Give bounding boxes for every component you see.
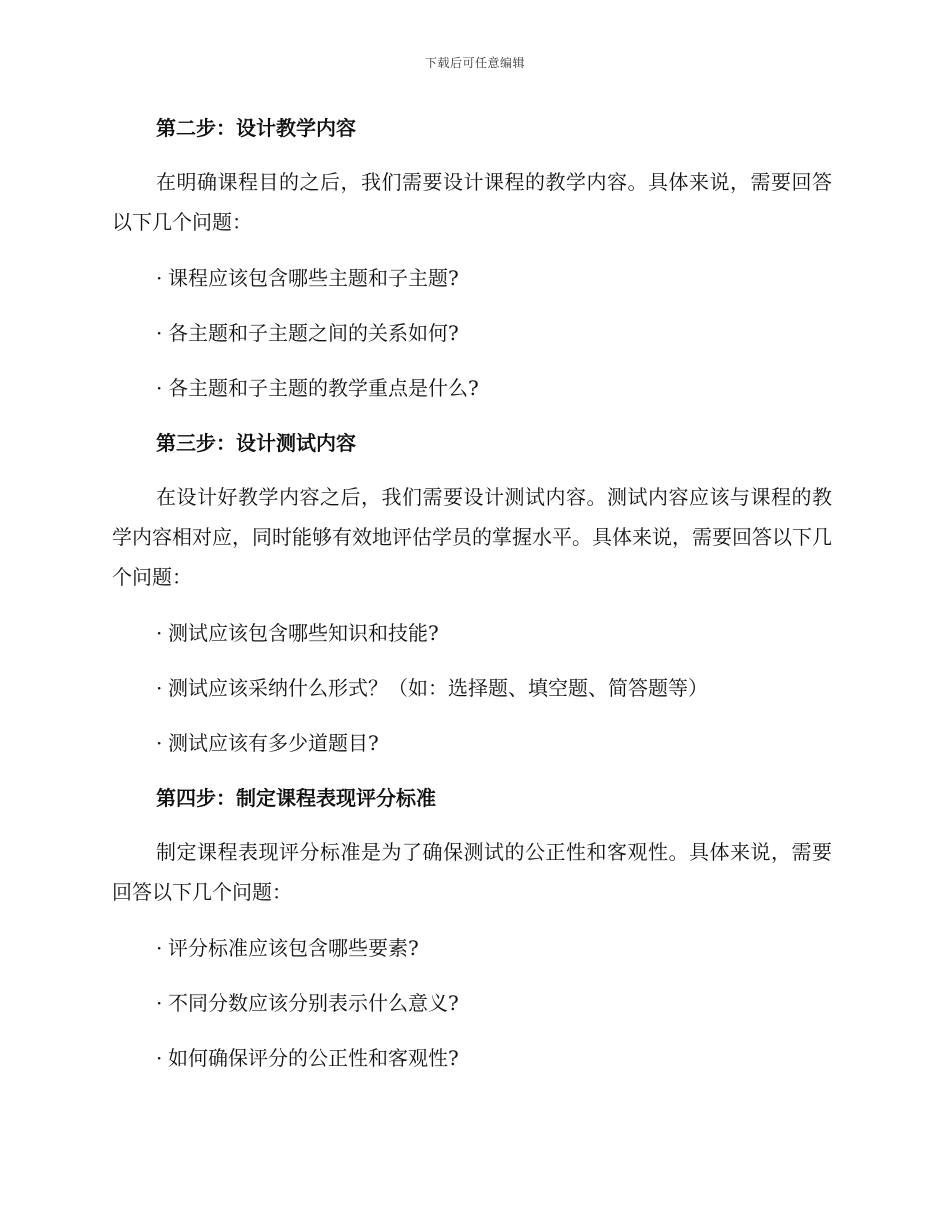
section-paragraph: 制定课程表现评分标准是为了确保测试的公正性和客观性。具体来说，需要回答以下几个问题： <box>112 840 832 904</box>
bullet-item <box>112 258 832 298</box>
bullet-dot: · <box>156 266 163 290</box>
section-heading: 第四步：制定课程表现评分标准 <box>156 786 436 810</box>
bullet-item <box>112 723 832 763</box>
bullet-text: 各主题和子主题的教学重点是什么? <box>168 376 479 400</box>
bullet-text: 课程应该包含哪些主题和子主题? <box>168 266 459 290</box>
bullet-item <box>112 668 832 708</box>
section-paragraph: 在明确课程目的之后，我们需要设计课程的教学内容。具体来说，需要回答以下几个问题： <box>112 170 832 234</box>
bullet-dot: · <box>156 731 163 755</box>
bullet-dot: · <box>156 376 163 400</box>
bullet-text: 测试应该包含哪些知识和技能? <box>168 621 439 645</box>
bullet-dot: · <box>156 936 163 960</box>
bullet-item <box>112 368 832 408</box>
bullet-dot: · <box>156 1046 163 1070</box>
bullet-text: 评分标准应该包含哪些要素? <box>168 936 419 960</box>
bullet-item <box>112 313 832 353</box>
bullet-dot: · <box>156 991 163 1015</box>
bullet-text: 如何确保评分的公正性和客观性? <box>168 1046 459 1070</box>
bullet-text: 测试应该采纳什么形式？（如：选择题、填空题、简答题等） <box>168 676 708 700</box>
bullet-item <box>112 613 832 653</box>
bullet-text: 不同分数应该分别表示什么意义? <box>168 991 459 1015</box>
document-body <box>112 108 832 1093</box>
section-heading: 第二步：设计教学内容 <box>156 116 356 140</box>
bullet-dot: · <box>156 676 163 700</box>
section-heading: 第三步：设计测试内容 <box>156 431 356 455</box>
page-header: 下载后可任意编辑 <box>424 56 525 70</box>
bullet-item <box>112 1038 832 1078</box>
section-paragraph: 在设计好教学内容之后，我们需要设计测试内容。测试内容应该与课程的教学内容相对应，同时能够有效地评估学员的掌握水平。具体来说，需要回答以下几个问题： <box>112 485 832 589</box>
bullet-text: 各主题和子主题之间的关系如何? <box>168 321 459 345</box>
bullet-text: 测试应该有多少道题目? <box>168 731 379 755</box>
bullet-item <box>112 928 832 968</box>
bullet-dot: · <box>156 621 163 645</box>
bullet-dot: · <box>156 321 163 345</box>
bullet-item <box>112 983 832 1023</box>
